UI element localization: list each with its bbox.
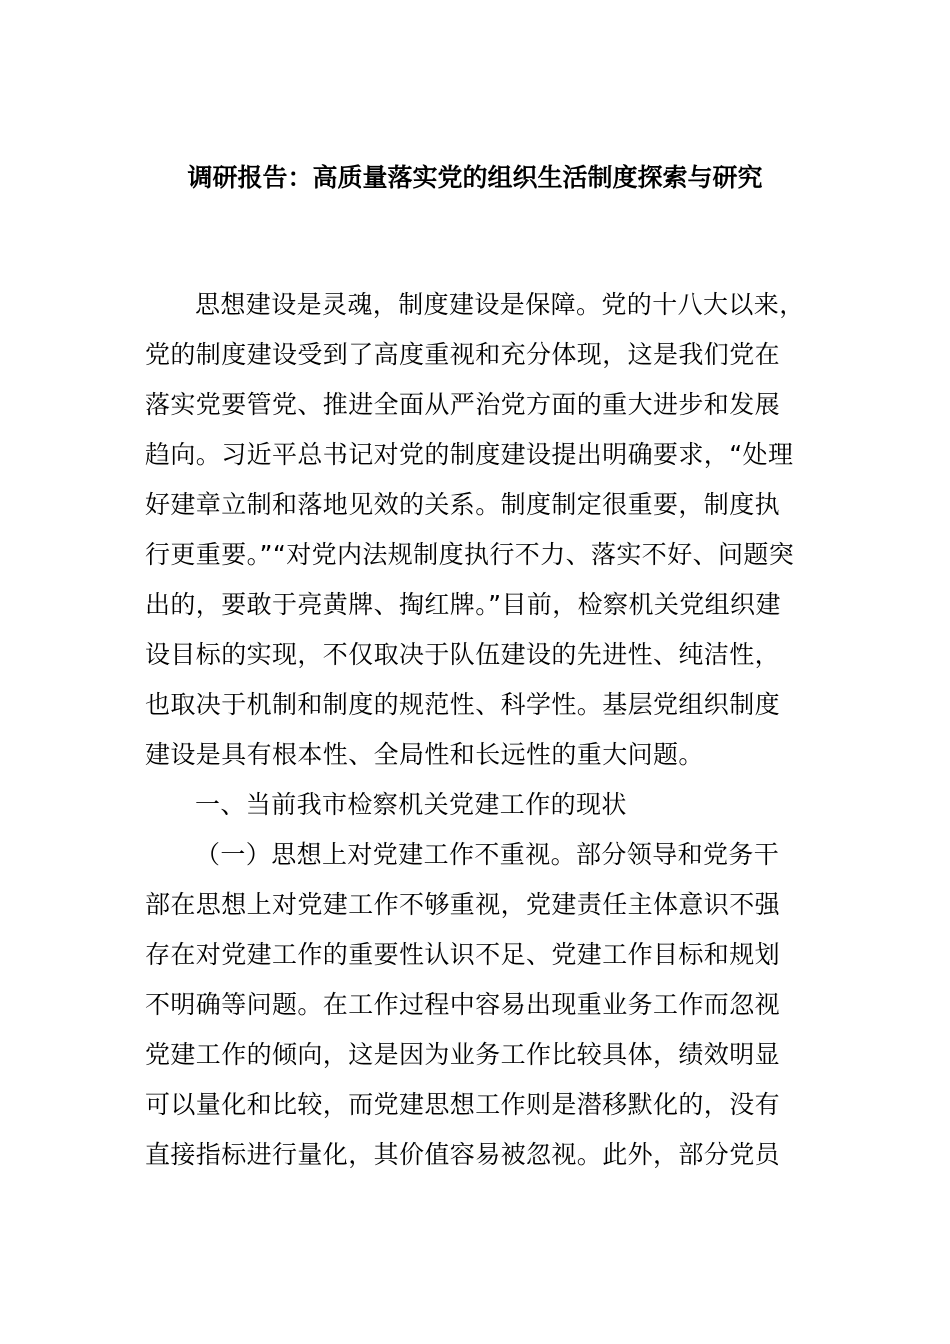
paragraph-line: 思想建设是灵魂，制度建设是保障。党的十八大以来， <box>195 290 805 319</box>
paragraph-line: 可以量化和比较，而党建思想工作则是潜移默化的，没有 <box>145 1090 781 1119</box>
paragraph-line: 落实党要管党、推进全面从严治党方面的重大进步和发展 <box>145 390 781 419</box>
paragraph-line: 也取决于机制和制度的规范性、科学性。基层党组织制度 <box>145 690 781 719</box>
paragraph-line: 行更重要。”“对党内法规制度执行不力、落实不好、问题突 <box>145 540 795 569</box>
paragraph-line: 好建章立制和落地见效的关系。制度制定很重要，制度执 <box>145 490 781 519</box>
paragraph-line: 直接指标进行量化，其价值容易被忽视。此外，部分党员 <box>145 1140 781 1169</box>
paragraph-line: 出的，要敢于亮黄牌、掏红牌。”目前，检察机关党组织建 <box>145 590 781 619</box>
paragraph-line: 建设是具有根本性、全局性和长远性的重大问题。 <box>145 740 704 769</box>
paragraph-line: 党建工作的倾向，这是因为业务工作比较具体，绩效明显 <box>145 1040 781 1069</box>
document-title: 调研报告：高质量落实党的组织生活制度探索与研究 <box>187 163 763 192</box>
paragraph-line: 存在对党建工作的重要性认识不足、党建工作目标和规划 <box>145 940 781 969</box>
section-heading: 一、当前我市检察机关党建工作的现状 <box>195 790 627 819</box>
paragraph-line: 不明确等问题。在工作过程中容易出现重业务工作而忽视 <box>145 990 781 1019</box>
paragraph-line: 趋向。习近平总书记对党的制度建设提出明确要求，“处理 <box>145 440 794 469</box>
document-body <box>145 280 825 1180</box>
paragraph-line: 党的制度建设受到了高度重视和充分体现，这是我们党在 <box>145 340 781 369</box>
paragraph-line: 设目标的实现，不仅取决于队伍建设的先进性、纯洁性， <box>145 640 781 669</box>
subsection-heading-line: （一）思想上对党建工作不重视。部分领导和党务干 <box>195 840 780 869</box>
paragraph-line: 部在思想上对党建工作不够重视，党建责任主体意识不强 <box>145 890 781 919</box>
